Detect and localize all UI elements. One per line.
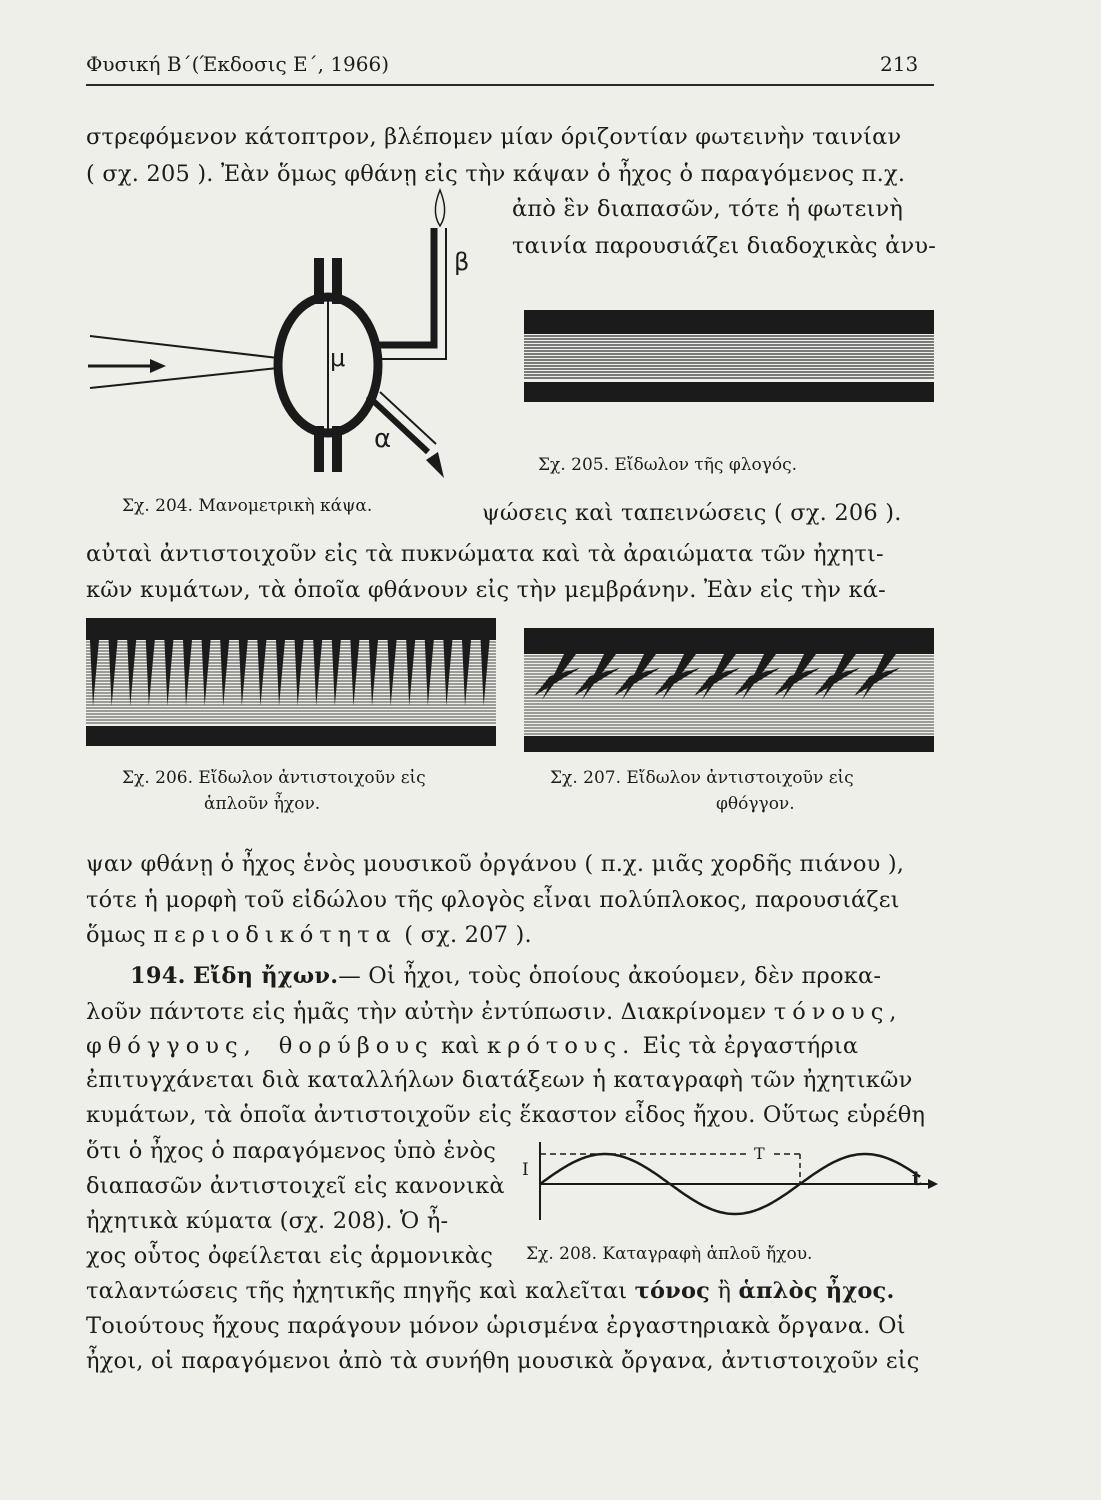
figure-204-caption: Σχ. 204. Μανομετρικὴ κάψα.	[122, 496, 373, 516]
text-line: Τοιούτους ἤχους παράγουν μόνον ὡρισμένα ἐργαστηριακὰ ὄργανα. Οἱ	[86, 1313, 906, 1339]
figure-207-tone-image	[524, 628, 934, 752]
axis-label-I: I	[522, 1160, 529, 1180]
section-number: 194.	[130, 963, 186, 989]
page-number: 213	[880, 52, 919, 76]
text-line: διαπασῶν ἀντιστοιχεῖ εἰς κανονικὰ	[86, 1173, 505, 1199]
label-mu: μ	[330, 344, 346, 372]
label-beta: β	[454, 248, 470, 276]
text-line: κῶν κυμάτων, τὰ ὁποῖα φθάνουν εἰς τὴν μεμβράνην. Ἐὰν εἰς τὴν κά-	[86, 577, 886, 603]
text-line: ἦχοι, οἱ παραγόμενοι ἀπὸ τὰ συνήθη μουσικὰ ὄργανα, ἀντιστοιχοῦν εἰς	[86, 1348, 920, 1374]
figure-208-caption: Σχ. 208. Καταγραφὴ ἁπλοῦ ἤχου.	[526, 1244, 813, 1264]
label-alpha: α	[374, 424, 392, 454]
text-line: ταλαντώσεις τῆς ἠχητικῆς πηγῆς καὶ καλεῖται τόνος ἢ ἁπλὸς ἦχος.	[86, 1278, 895, 1304]
text-line: ἐπιτυγχάνεται διὰ καταλλήλων διατάξεων ἡ καταγραφὴ τῶν ἠχητικῶν	[86, 1067, 913, 1093]
text-line: ἠχητικὰ κύματα (σχ. 208). Ὁ ἦ-	[86, 1208, 449, 1234]
figure-206-simple-sound-image	[86, 618, 496, 746]
text-line: κυμάτων, τὰ ὁποῖα ἀντιστοιχοῦν εἰς ἕκαστον εἶδος ἤχου. Οὕτως εὑρέθη	[86, 1102, 926, 1128]
period-label-T: T	[754, 1144, 765, 1163]
text-line: ὅμως περιοδικότητα ( σχ. 207 ).	[86, 922, 532, 948]
running-title: Φυσική Β΄(Έκδοσις Ε΄, 1966)	[86, 52, 390, 76]
emphasis-periodicity: περιοδικότητα	[153, 922, 397, 948]
text-line: τότε ἡ μορφὴ τοῦ εἰδώλου τῆς φλογὸς εἶναι πολύπλοκος, παρουσιάζει	[86, 887, 900, 913]
figure-207-caption-line2: φθόγγον.	[716, 794, 795, 814]
axis-label-t: t	[912, 1166, 922, 1190]
figure-207-caption-line1: Σχ. 207. Εἴδωλον ἀντιστοιχοῦν εἰς	[550, 768, 854, 788]
text-line: ( σχ. 205 ). Ἐὰν ὅμως φθάνῃ εἰς τὴν κάψαν ὁ ἦχος ὁ παραγόμενος π.χ.	[86, 161, 906, 187]
text-line: ἀπὸ ἓν διαπασῶν, τότε ἡ φωτεινὴ	[512, 196, 904, 222]
text-line: ψώσεις καὶ ταπεινώσεις ( σχ. 206 ).	[482, 500, 902, 526]
text-line: φθόγγους, θορύβους καὶ κρότους. Εἰς τὰ ἐργαστήρια	[86, 1033, 859, 1059]
text-line: χος οὗτος ὀφείλεται εἰς ἁρμονικὰς	[86, 1243, 493, 1269]
text-line: στρεφόμενον κάτοπτρον, βλέπομεν μίαν όριζοντίαν φωτεινὴν ταινίαν	[86, 124, 902, 150]
figure-208-sine-recording	[520, 1140, 940, 1240]
figure-206-caption-line2: ἁπλοῦν ἦχον.	[204, 794, 321, 814]
text-line: λοῦν πάντοτε εἰς ἡμᾶς τὴν αὐτὴν ἐντύπωσιν. Διακρίνομεν τόνους,	[86, 999, 903, 1025]
text-line: ὅτι ὁ ἦχος ὁ παραγόμενος ὑπὸ ἑνὸς	[86, 1138, 497, 1164]
section-heading-line: 194. Εἴδη ἤχων.— Οἱ ἦχοι, τοὺς ὁποίους ἀκούομεν, δὲν προκα-	[130, 963, 882, 989]
text-line: αὐταὶ ἀντιστοιχοῦν εἰς τὰ πυκνώματα καὶ τὰ ἀραιώματα τῶν ἠχητι-	[86, 541, 884, 567]
figure-206-caption-line1: Σχ. 206. Εἴδωλον ἀντιστοιχοῦν εἰς	[122, 768, 426, 788]
figure-205-caption: Σχ. 205. Εἴδωλον τῆς φλογός.	[538, 455, 798, 475]
text-line: ψαν φθάνῃ ὁ ἦχος ἑνὸς μουσικοῦ ὀργάνου ( π.χ. μιᾶς χορδῆς πιάνου ),	[86, 851, 905, 877]
section-title: Εἴδη ἤχων.	[192, 963, 339, 989]
figure-205-flame-band	[524, 310, 934, 406]
text-line: ταινία παρουσιάζει διαδοχικὰς ἀνυ-	[512, 233, 937, 259]
